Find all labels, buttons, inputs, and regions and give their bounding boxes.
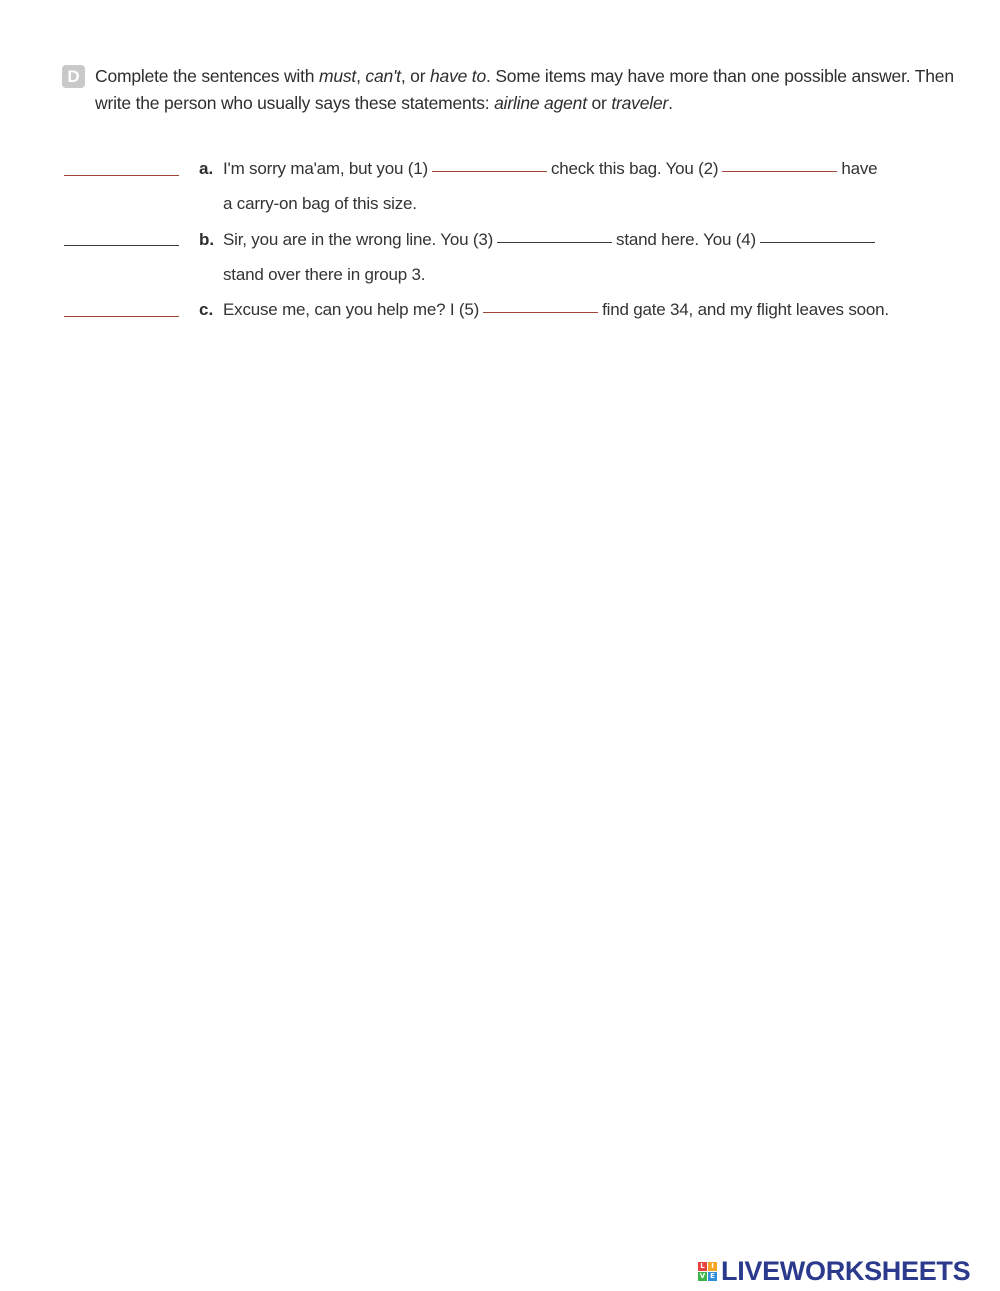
section-d-badge: D: [62, 65, 85, 88]
item-c-line-1: Excuse me, can you help me? I (5) find gate 34, and my flight leaves soon.: [223, 300, 889, 319]
item-c-letter: c.: [199, 300, 214, 319]
item-b-line-2: stand over there in group 3.: [223, 265, 426, 284]
logo-letter-v: V: [699, 1271, 706, 1280]
item-b-letter: b.: [199, 230, 215, 249]
speaker-answer-c[interactable]: [64, 316, 179, 317]
logo-text: LIVEWORKSHEETS: [721, 1255, 971, 1286]
speaker-answer-b[interactable]: [64, 245, 179, 246]
answer-blank-1[interactable]: [432, 171, 547, 172]
answer-blank-4[interactable]: [760, 242, 875, 243]
answer-blank-5[interactable]: [483, 312, 598, 313]
logo-grid-icon: [698, 1262, 717, 1281]
speaker-answer-a[interactable]: [64, 175, 179, 176]
logo-letter-i: I: [708, 1262, 717, 1271]
item-b-line-1: Sir, you are in the wrong line. You (3) stand here. You (4): [223, 230, 879, 250]
answer-blank-2[interactable]: [722, 171, 837, 172]
item-a-line-2: a carry-on bag of this size.: [223, 194, 417, 213]
answer-blank-3[interactable]: [497, 242, 612, 243]
logo-letter-e: E: [708, 1272, 717, 1281]
item-a-letter: a.: [199, 159, 214, 178]
item-a-line-1: I'm sorry ma'am, but you (1) check this bag. You (2) have: [223, 159, 878, 178]
liveworksheets-logo: [698, 1257, 970, 1285]
logo-letter-l: L: [698, 1262, 707, 1271]
exercise-instructions: Complete the sentences with must, can't, or have to. Some items may have more than one possible answer. Then write the person who usually says these statements: airline agent or traveler.: [95, 66, 954, 113]
